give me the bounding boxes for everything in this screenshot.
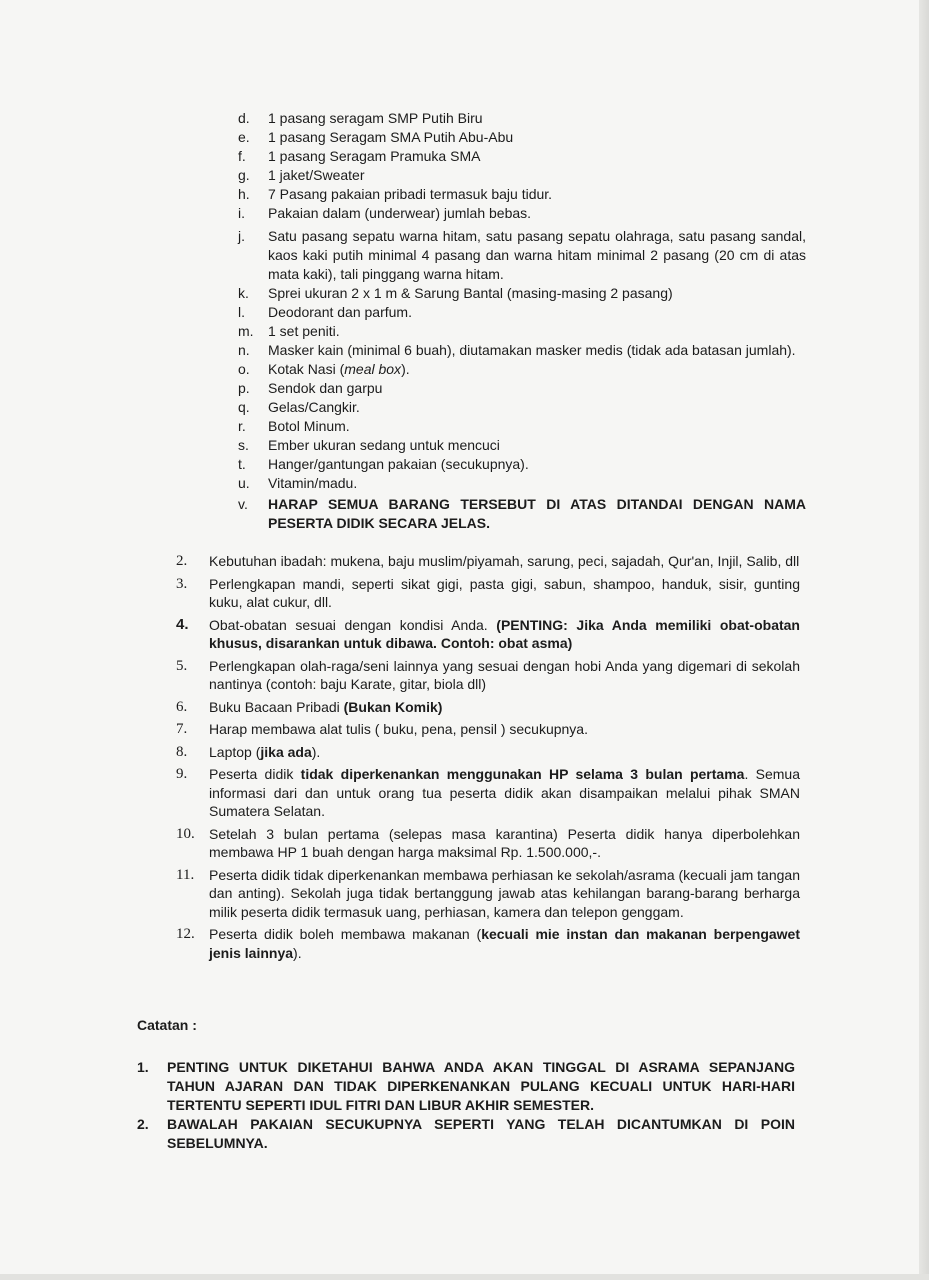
item-text-part: ). bbox=[293, 944, 302, 961]
item-text-bold: jika ada bbox=[260, 743, 312, 760]
item-text bbox=[268, 360, 806, 379]
item-number: 7. bbox=[176, 721, 188, 737]
item-text: Gelas/Cangkir. bbox=[268, 399, 360, 415]
item-text: Satu pasang sepatu warna hitam, satu pasang sepatu olahraga, satu pasang sandal, kaos kaki putih minimal 4 pasang dan warna hitam minimal 2 pasang (20 cm di atas mata kaki), tali pinggang warna hitam. bbox=[268, 228, 806, 282]
item-label: n. bbox=[238, 342, 250, 358]
item-text-part: Peserta didik boleh membawa makanan ( bbox=[209, 926, 482, 942]
list-item bbox=[176, 925, 800, 962]
list-item bbox=[176, 765, 800, 821]
list-item bbox=[176, 698, 800, 717]
item-text-part: Obat-obatan sesuai dengan kondisi Anda. bbox=[209, 616, 497, 633]
main-numbered-list bbox=[176, 552, 800, 966]
clothing-sublist bbox=[238, 109, 806, 533]
list-item bbox=[238, 284, 806, 303]
list-item bbox=[176, 866, 800, 922]
item-label: h. bbox=[238, 186, 250, 202]
item-text-part: Peserta didik bbox=[209, 766, 301, 782]
item-number: 4. bbox=[176, 615, 189, 633]
item-text: HARAP SEMUA BARANG TERSEBUT DI ATAS DITANDAI DENGAN NAMA PESERTA DIDIK SECARA JELAS. bbox=[268, 496, 806, 531]
item-label: i. bbox=[238, 205, 245, 221]
item-label: o. bbox=[238, 361, 250, 377]
item-number: 2. bbox=[176, 553, 188, 569]
item-text: Perlengkapan mandi, seperti sikat gigi, pasta gigi, sabun, shampoo, handuk, sisir, gunting kuku, alat cukur, dll. bbox=[209, 575, 800, 610]
item-text-bold: (Bukan Komik) bbox=[343, 698, 443, 715]
list-item bbox=[238, 128, 806, 147]
item-label: m. bbox=[238, 323, 254, 339]
item-text: Pakaian dalam (underwear) jumlah bebas. bbox=[268, 205, 532, 221]
item-text-bold: kecuali mie instan dan makanan berpengawet jenis lainnya bbox=[209, 926, 801, 961]
item-text-part: Laptop ( bbox=[209, 743, 261, 760]
list-item bbox=[238, 166, 806, 185]
item-text: Peserta didik tidak diperkenankan membawa perhiasan ke sekolah/asrama (kecuali jam tangan dan anting). Sekolah juga tidak bertanggung jawab atas kehilangan barang-barang berharga milik peserta didik termasuk uang, perhiasan, kamera dan telepon genggam. bbox=[209, 866, 800, 920]
item-label: g. bbox=[238, 167, 250, 183]
item-label: v. bbox=[238, 496, 248, 512]
item-text bbox=[209, 616, 800, 653]
item-text-part: ). bbox=[401, 361, 410, 377]
list-item bbox=[176, 657, 800, 694]
list-item bbox=[238, 303, 806, 322]
list-item bbox=[238, 379, 806, 398]
item-number: 6. bbox=[176, 698, 188, 715]
list-item bbox=[176, 743, 800, 762]
item-text bbox=[209, 698, 800, 717]
item-label: f. bbox=[238, 148, 246, 164]
list-item bbox=[238, 360, 806, 379]
item-label: j. bbox=[238, 228, 245, 244]
item-text bbox=[209, 765, 800, 821]
item-number: 11. bbox=[176, 866, 195, 883]
item-text: 1 pasang Seragam Pramuka SMA bbox=[268, 148, 481, 164]
note-number: 1. bbox=[137, 1059, 149, 1075]
item-text: Masker kain (minimal 6 buah), diutamakan masker medis (tidak ada batasan jumlah). bbox=[268, 342, 796, 358]
item-text: Hanger/gantungan pakaian (secukupnya). bbox=[268, 456, 529, 472]
list-item bbox=[238, 417, 806, 436]
list-item bbox=[238, 227, 806, 284]
item-text: Harap membawa alat tulis ( buku, pena, pensil ) secukupnya. bbox=[209, 721, 588, 737]
item-number: 8. bbox=[176, 743, 188, 760]
item-text-part: ). bbox=[311, 743, 321, 760]
item-text: Ember ukuran sedang untuk mencuci bbox=[268, 437, 500, 453]
item-text: Perlengkapan olah-raga/seni lainnya yang sesuai dengan hobi Anda yang digemari di sekolah nantinya (contoh: baju Karate, gitar, biola dll) bbox=[209, 657, 800, 692]
list-item bbox=[176, 616, 800, 653]
item-text: Botol Minum. bbox=[268, 418, 350, 434]
list-item bbox=[238, 436, 806, 455]
item-label: t. bbox=[238, 456, 246, 472]
item-text: Kebutuhan ibadah: mukena, baju muslim/piyamah, sarung, peci, sajadah, Qur'an, Injil, Salib, dll bbox=[209, 553, 800, 569]
item-text: 1 set peniti. bbox=[268, 323, 340, 339]
item-text: 1 pasang seragam SMP Putih Biru bbox=[268, 110, 483, 126]
item-label: s. bbox=[238, 437, 249, 453]
list-item bbox=[176, 575, 800, 612]
note-item bbox=[137, 1058, 795, 1115]
item-text: Deodorant dan parfum. bbox=[268, 304, 412, 320]
list-item bbox=[238, 322, 806, 341]
paper-edge-right bbox=[919, 0, 929, 1280]
item-text-bold: tidak diperkenankan menggunakan HP selama 3 bulan pertama bbox=[300, 766, 745, 782]
item-text: Setelah 3 bulan pertama (selepas masa karantina) Peserta didik hanya diperbolehkan membawa HP 1 buah dengan harga maksimal Rp. 1.500.000,-. bbox=[209, 825, 800, 860]
item-text bbox=[209, 743, 800, 762]
notes-heading: Catatan : bbox=[137, 1017, 197, 1033]
note-text: BAWALAH PAKAIAN SECUKUPNYA SEPERTI YANG TELAH DICANTUMKAN DI POIN SEBELUMNYA. bbox=[167, 1116, 795, 1151]
item-text-italic: meal box bbox=[344, 361, 402, 377]
item-label: r. bbox=[238, 418, 246, 434]
item-text: Vitamin/madu. bbox=[268, 475, 358, 491]
list-item bbox=[176, 552, 800, 571]
item-label: p. bbox=[238, 380, 250, 396]
item-number: 3. bbox=[176, 575, 188, 592]
item-text bbox=[209, 925, 800, 962]
item-number: 5. bbox=[176, 657, 188, 674]
item-text-bold: (PENTING: Jika Anda memiliki obat-obatan khusus, disarankan untuk dibawa. Contoh: obat asma) bbox=[209, 616, 800, 651]
item-text-part: Buku Bacaan Pribadi bbox=[209, 698, 344, 715]
item-number: 12. bbox=[176, 926, 195, 942]
item-label: l. bbox=[238, 304, 245, 320]
item-number: 10. bbox=[176, 825, 195, 842]
list-item bbox=[238, 474, 806, 493]
note-text: PENTING UNTUK DIKETAHUI BAHWA ANDA AKAN TINGGAL DI ASRAMA SEPANJANG TAHUN AJARAN DAN TIDAK DIPERKENANKAN PULANG KECUALI UNTUK HARI-HARI TERTENTU SEPERTI IDUL FITRI DAN LIBUR AKHIR SEMESTER. bbox=[167, 1059, 795, 1113]
item-text: 1 pasang Seragam SMA Putih Abu-Abu bbox=[268, 129, 514, 145]
item-text-part: Kotak Nasi ( bbox=[268, 361, 345, 377]
list-item bbox=[238, 495, 806, 533]
list-item bbox=[176, 825, 800, 862]
list-item bbox=[238, 109, 806, 128]
item-label: d. bbox=[238, 110, 250, 126]
item-text: Sprei ukuran 2 x 1 m & Sarung Bantal (masing-masing 2 pasang) bbox=[268, 285, 673, 301]
list-item bbox=[238, 341, 806, 360]
item-text: 7 Pasang pakaian pribadi termasuk baju tidur. bbox=[268, 186, 553, 202]
item-label: e. bbox=[238, 129, 250, 145]
list-item bbox=[238, 204, 806, 223]
list-item bbox=[238, 185, 806, 204]
list-item bbox=[238, 455, 806, 474]
item-text: Sendok dan garpu bbox=[268, 380, 383, 396]
paper-edge-bottom bbox=[0, 1274, 929, 1280]
item-label: u. bbox=[238, 475, 250, 491]
item-text: 1 jaket/Sweater bbox=[268, 167, 365, 183]
notes-list bbox=[137, 1058, 795, 1153]
item-label: q. bbox=[238, 399, 250, 415]
note-number: 2. bbox=[137, 1116, 149, 1132]
list-item bbox=[238, 398, 806, 417]
list-item bbox=[238, 147, 806, 166]
note-item bbox=[137, 1115, 795, 1153]
item-text-part: . Semua informasi dari dan untuk orang tua peserta didik akan disampaikan melalui pihak SMAN Sumatera Selatan. bbox=[209, 766, 801, 819]
item-number: 9. bbox=[176, 766, 188, 782]
item-label: k. bbox=[238, 285, 249, 301]
list-item bbox=[176, 720, 800, 739]
